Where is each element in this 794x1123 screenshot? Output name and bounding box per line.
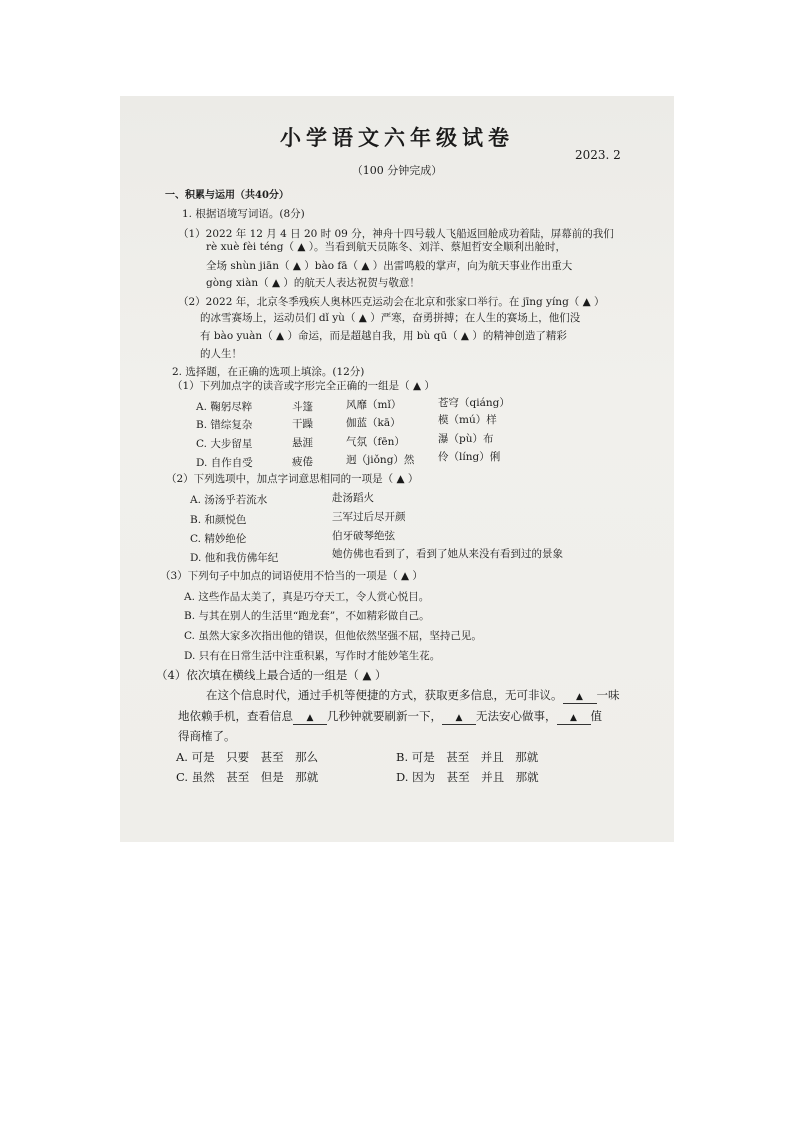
q2-2-stem: （2）下列选项中，加点字词意思相同的一项是（ ▲ ） (166, 473, 419, 485)
section-heading: 一、积累与运用（共40分） (165, 190, 289, 201)
q2-2-option-a-2: 赴汤蹈火 (332, 492, 374, 504)
q2-1-option-d-4: 伶（líng）俐 (438, 451, 501, 463)
q2-4-stem: （4）依次填在横线上最合适的一组是（ ▲ ） (156, 668, 387, 682)
q2-1-option-b-3: 伽蓝（kā） (346, 417, 401, 429)
q2-1-option-b-4: 模（mú）样 (438, 414, 497, 426)
blank-marker: ▲ (306, 713, 314, 723)
q2-1-stem: （1）下列加点字的读音或字形完全正确的一组是（ ▲ ） (172, 380, 435, 392)
q1-paragraph-2-line-3: 有 bào yuàn（ ▲ ）命运，而是超越自我，用 bù qū（ ▲ ）的精神创造了精彩 (200, 330, 567, 342)
q2-2-option-b-2: 三军过后尽开颜 (332, 511, 406, 523)
blank-marker: ▲ (570, 713, 577, 723)
q2-2-option-d-1: D. 他和我仿佛年纪 (190, 552, 279, 564)
q2-1-option-c-1: C. 大步留星 (196, 438, 253, 450)
blank-marker: ▲ (455, 713, 463, 723)
q2-2-option-b-1: B. 和颜悦色 (190, 514, 247, 526)
answer-blank (557, 710, 591, 725)
passage-text: 几秒钟就要刷新一下， (327, 709, 442, 723)
q2-1-option-c-2: 悬涯 (292, 437, 313, 449)
answer-blank (563, 689, 597, 704)
q1-paragraph-2-line-4: 的人生！ (200, 348, 242, 360)
q2-1-option-d-1: D. 自作自受 (196, 457, 253, 469)
q2-3-option-d: D. 只有在日常生活中注重积累，写作时才能妙笔生花。 (184, 650, 441, 662)
question-2-title: 2. 选择题，在正确的选项上填涂。(12分) (172, 366, 365, 378)
blank-marker: ▲ (576, 692, 583, 702)
q2-1-option-a-2: 斗篷 (292, 401, 313, 413)
question-1-title: 1. 根据语境写词语。(8分) (182, 208, 305, 220)
q2-1-option-a-1: A. 鞠躬尽粹 (196, 401, 253, 413)
q2-1-option-b-1: B. 错综复杂 (196, 419, 253, 431)
q2-2-option-a-1: A. 汤汤乎若流水 (190, 494, 268, 506)
q2-3-option-a: A. 这些作品太美了，真是巧夺天工，令人赏心悦目。 (184, 591, 430, 603)
q2-4-option-d: D. 因为 甚至 并且 那就 (396, 770, 539, 784)
q2-1-option-d-2: 疲倦 (292, 456, 313, 468)
q2-2-option-c-1: C. 精妙绝伦 (190, 533, 247, 545)
q2-1-option-d-3: 迥（jiǒng）然 (346, 454, 415, 466)
q2-1-option-c-4: 瀑（pù）布 (438, 433, 494, 445)
q1-paragraph-1-line-2: rè xuè fèi téng（ ▲ ）。当看到航天员陈冬、刘洋、蔡旭哲安全顺利出舱时， (206, 241, 567, 253)
q2-3-option-b: B. 与其在别人的生活里“跑龙套”，不如精彩做自己。 (184, 610, 430, 622)
q2-1-option-a-4: 苍穹（qiáng） (438, 397, 510, 409)
q1-paragraph-1-line-3: 全场 shùn jiān（ ▲ ）bào fā（ ▲ ）出雷鸣般的掌声，向为航天事业作出重大 (206, 260, 573, 272)
q2-4-passage-line-2 (178, 710, 602, 725)
q2-1-option-b-2: 干躁 (292, 418, 313, 430)
page-title: 小学语文六年级试卷 (280, 125, 514, 150)
q1-paragraph-2-line-1: （2）2022 年，北京冬季残疾人奥林匹克运动会在北京和张家口举行。在 jīng yíng（ ▲ ） (178, 296, 605, 308)
q2-1-option-c-3: 气氛（fēn） (346, 436, 405, 448)
q2-4-passage-line-3: 得商榷了。 (178, 729, 236, 743)
passage-text: 值 (590, 709, 602, 723)
exam-date: 2023. 2 (575, 148, 621, 162)
passage-text: 无法安心做事， (476, 709, 557, 723)
passage-text: 一味 (596, 688, 620, 702)
answer-blank (293, 710, 327, 725)
passage-text: 地依赖手机，查看信息 (178, 709, 293, 723)
q2-3-stem: （3）下列句子中加点的词语使用不恰当的一项是（ ▲ ） (160, 570, 423, 582)
q2-4-passage-line-1 (206, 689, 620, 704)
q1-paragraph-1-line-4: gòng xiàn（ ▲ ）的航天人表达祝贺与敬意！ (206, 277, 420, 289)
q2-1-option-a-3: 风靡（mǐ） (346, 399, 402, 411)
answer-blank (442, 710, 476, 725)
q2-2-option-d-2: 她仿佛也看到了，看到了她从来没有看到过的景象 (332, 548, 563, 560)
q1-paragraph-2-line-2: 的冰雪赛场上，运动员们 dǐ yù（ ▲ ）严寒，奋勇拼搏；在人生的赛场上，他们没 (200, 312, 581, 324)
q2-4-option-c: C. 虽然 甚至 但是 那就 (176, 770, 319, 784)
q2-2-option-c-2: 伯牙破琴绝弦 (332, 530, 395, 542)
passage-text: 在这个信息时代，通过手机等便捷的方式，获取更多信息，无可非议。 (206, 688, 563, 702)
q1-paragraph-1-line-1: （1）2022 年 12 月 4 日 20 时 09 分，神舟十四号载人飞船返回舱成功着陆，屏幕前的我们 (178, 228, 614, 240)
q2-3-option-c: C. 虽然大家多次指出他的错误，但他依然坚强不屈，坚持己见。 (184, 630, 482, 642)
exam-subtitle: （100 分钟完成） (351, 164, 443, 177)
exam-paper-photo (120, 96, 674, 842)
q2-4-option-b: B. 可是 甚至 并且 那就 (396, 750, 539, 764)
q2-4-option-a: A. 可是 只要 甚至 那么 (176, 750, 319, 764)
